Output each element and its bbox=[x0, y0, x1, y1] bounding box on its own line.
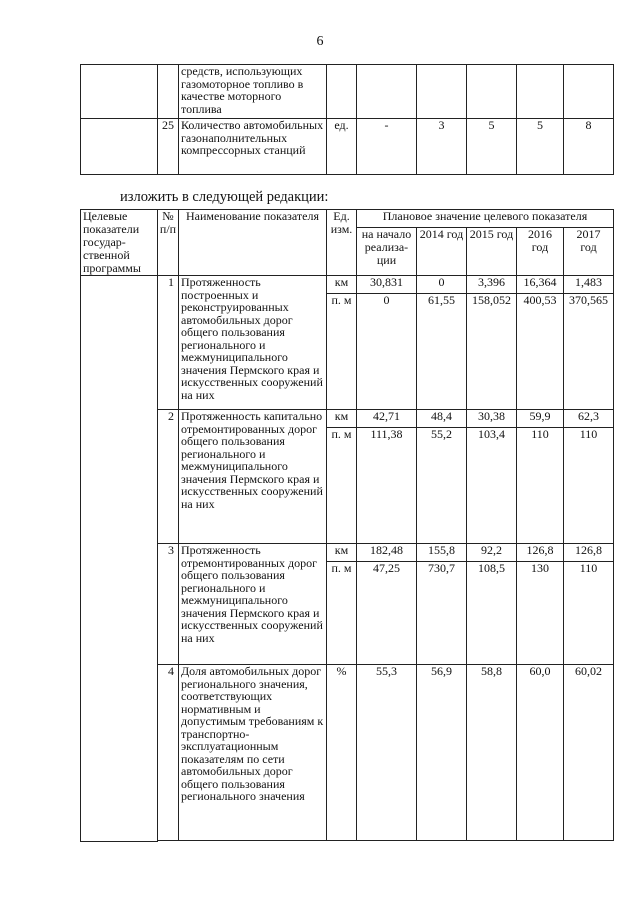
value-cell: 30,38 bbox=[467, 410, 517, 428]
value-cell: 92,2 bbox=[467, 544, 517, 562]
value-cell bbox=[564, 65, 614, 119]
indicator-name: Доля автомобильных дорог регионального значения, соответствующих нормативным и допустимым требованиям к транспортно-эксплуатационным показателям по сети автомобильных дорог общего пользования регионального значения bbox=[179, 665, 327, 841]
value-cell: 3 bbox=[417, 119, 467, 175]
value-cell: 126,8 bbox=[517, 544, 564, 562]
value-cell: 48,4 bbox=[417, 410, 467, 428]
intro-text: изложить в следующей редакции: bbox=[120, 189, 329, 205]
value-cell: 110 bbox=[564, 428, 614, 544]
value-cell: 58,8 bbox=[467, 665, 517, 841]
value-cell: 59,9 bbox=[517, 410, 564, 428]
value-cell bbox=[467, 65, 517, 119]
value-cell: 110 bbox=[517, 428, 564, 544]
header-number: № п/п bbox=[158, 210, 179, 276]
table-row bbox=[81, 665, 614, 841]
value-cell: 3,396 bbox=[467, 276, 517, 294]
unit: км bbox=[327, 544, 357, 562]
value-cell: 103,4 bbox=[467, 428, 517, 544]
unit: п. м bbox=[327, 428, 357, 544]
header-name: Наименование показателя bbox=[179, 210, 327, 276]
row-number: 3 bbox=[158, 544, 179, 665]
row-number: 4 bbox=[158, 665, 179, 841]
table-row bbox=[81, 65, 614, 119]
value-cell: 5 bbox=[517, 119, 564, 175]
indicator-name: Количество автомобильных газонаполнительных компрессорных станций bbox=[179, 119, 327, 175]
value-cell: 8 bbox=[564, 119, 614, 175]
value-cell: 730,7 bbox=[417, 562, 467, 665]
unit: км bbox=[327, 276, 357, 294]
top-table bbox=[80, 64, 614, 175]
indicator-name: средств, использующих газомоторное топливо в качестве моторного топлива bbox=[179, 65, 327, 119]
header-target-indicators: Целевые показатели государ-ственной программы bbox=[81, 210, 158, 276]
value-cell: 47,25 bbox=[357, 562, 417, 665]
indicator-name: Протяженность капитально отремонтированных дорог общего пользования регионального и межмуниципального значения Пермского края и искусственных сооружений на них bbox=[179, 410, 327, 544]
value-cell: 62,3 bbox=[564, 410, 614, 428]
header-start: на начало реализа-ции bbox=[357, 227, 417, 275]
unit bbox=[327, 65, 357, 119]
value-cell: 1,483 bbox=[564, 276, 614, 294]
header-2015: 2015 год bbox=[467, 227, 517, 275]
row-number: 1 bbox=[158, 276, 179, 410]
header-2017: 2017 год bbox=[564, 227, 614, 275]
value-cell: - bbox=[357, 119, 417, 175]
value-cell: 42,71 bbox=[357, 410, 417, 428]
value-cell: 126,8 bbox=[564, 544, 614, 562]
header-2014: 2014 год bbox=[417, 227, 467, 275]
table-row bbox=[81, 544, 614, 562]
header-unit: Ед. изм. bbox=[327, 210, 357, 276]
value-cell: 155,8 bbox=[417, 544, 467, 562]
value-cell: 158,052 bbox=[467, 294, 517, 410]
value-cell: 182,48 bbox=[357, 544, 417, 562]
value-cell: 0 bbox=[417, 276, 467, 294]
table-row bbox=[81, 276, 614, 294]
value-cell bbox=[417, 65, 467, 119]
unit: ед. bbox=[327, 119, 357, 175]
value-cell: 60,02 bbox=[564, 665, 614, 841]
value-cell: 111,38 bbox=[357, 428, 417, 544]
table-row bbox=[81, 410, 614, 428]
value-cell: 61,55 bbox=[417, 294, 467, 410]
value-cell: 108,5 bbox=[467, 562, 517, 665]
value-cell: 16,364 bbox=[517, 276, 564, 294]
header-planned-value: Плановое значение целевого показателя bbox=[357, 210, 614, 228]
value-cell: 60,0 bbox=[517, 665, 564, 841]
value-cell bbox=[517, 65, 564, 119]
value-cell: 30,831 bbox=[357, 276, 417, 294]
indicator-name: Протяженность построенных и реконструированных автомобильных дорог общего пользования регионального и межмуниципального значения Пермского края и искусственных сооружений на них bbox=[179, 276, 327, 410]
row-number bbox=[158, 65, 179, 119]
unit: км bbox=[327, 410, 357, 428]
value-cell: 55,3 bbox=[357, 665, 417, 841]
value-cell: 56,9 bbox=[417, 665, 467, 841]
value-cell: 0 bbox=[357, 294, 417, 410]
unit: % bbox=[327, 665, 357, 841]
main-table bbox=[80, 209, 614, 842]
unit: п. м bbox=[327, 562, 357, 665]
unit: п. м bbox=[327, 294, 357, 410]
value-cell: 5 bbox=[467, 119, 517, 175]
page-number: 6 bbox=[316, 34, 324, 49]
indicator-name: Протяженность отремонтированных дорог общего пользования регионального и межмуниципального значения Пермского края и искусственных сооружений на них bbox=[179, 544, 327, 665]
value-cell: 130 bbox=[517, 562, 564, 665]
header-row bbox=[81, 210, 614, 228]
value-cell: 370,565 bbox=[564, 294, 614, 410]
value-cell: 55,2 bbox=[417, 428, 467, 544]
table-row bbox=[81, 119, 614, 175]
row-number: 2 bbox=[158, 410, 179, 544]
header-2016: 2016 год bbox=[517, 227, 564, 275]
value-cell: 110 bbox=[564, 562, 614, 665]
row-number: 25 bbox=[158, 119, 179, 175]
value-cell: 400,53 bbox=[517, 294, 564, 410]
value-cell bbox=[357, 65, 417, 119]
